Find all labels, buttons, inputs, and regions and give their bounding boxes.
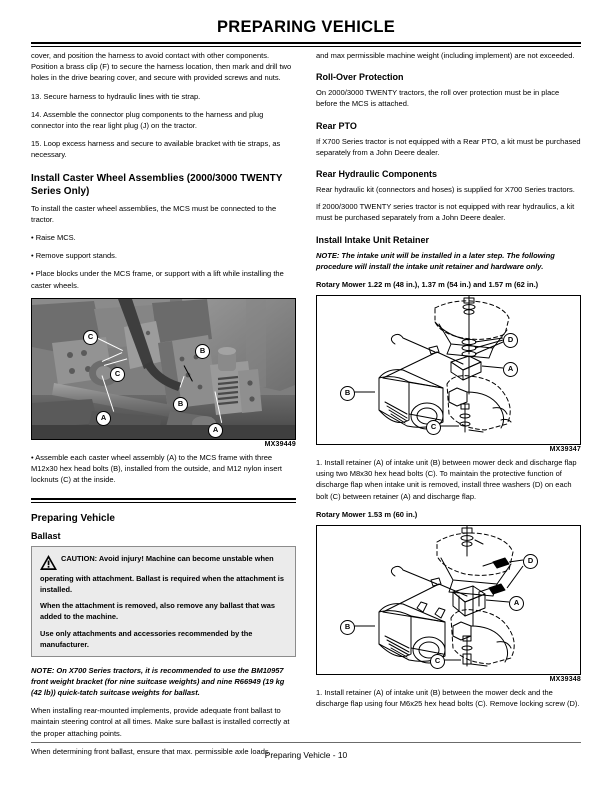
heading-rear-pto: Rear PTO (316, 120, 357, 131)
caster-intro-text: To install the caster wheel assemblies, the MCS must be connected to the tractor. (31, 203, 277, 224)
mower-caption-2: Rotary Mower 1.53 m (60 in.) (316, 509, 418, 519)
header-divider (31, 42, 581, 47)
step-14: 14. Assemble the connector plug components to the harness and plug connector into the rear light plug (J) on the tractor. (31, 109, 264, 131)
figure-3-frame (316, 525, 581, 675)
heading-roll-over-protection: Roll-Over Protection (316, 72, 404, 83)
callout-a-fig3: A (509, 596, 524, 611)
continued-paragraph: cover, and position the harness to avoid contact with other components. Position a brass clip (F) to secure the harness location, then mark and drill two holes in the drive bearing cover, and secure with provided screws and nuts. (31, 51, 292, 83)
callout-a-left: A (96, 411, 111, 426)
step-15: 15. Loop excess harness and secure to available bracket with tie straps, as necessary. (31, 139, 281, 160)
caster-bullet-1: • Raise MCS. (31, 233, 76, 243)
figure-2-id: MX39347 (549, 446, 581, 454)
ballast-paragraph-2: When determining front ballast, ensure that max. permissible axle loads (31, 746, 269, 756)
heading-install-intake-unit-retainer: Install Intake Unit Retainer (316, 234, 430, 245)
heading-rear-hydraulic-components: Rear Hydraulic Components (316, 169, 438, 180)
callout-c-fig2: C (426, 420, 441, 435)
note-x700-ballast: NOTE: On X700 Series tractors, it is recommended to use the BM10957 front weight bracket (for nine suitcase weights) and nine R66949 (19 kg (42 lb)) quick-tatch suitcase weights for ballast. (31, 665, 285, 698)
caster-wheel-photo-image (32, 299, 295, 439)
footer-divider (31, 742, 581, 743)
heading-install-caster-wheel-assemblies: Install Caster Wheel Assemblies (2000/3000 TWENTY Series Only) (31, 172, 283, 197)
right-column (316, 50, 581, 716)
caution-box (31, 546, 296, 657)
caster-bullet-3: • Place blocks under the MCS frame, or support with a lift while installing the caster wheels. (31, 269, 284, 290)
heading-preparing-vehicle: Preparing Vehicle (31, 513, 115, 525)
step-13: 13. Secure harness to hydraulic lines with tie strap. (31, 91, 201, 101)
rear-pto-text: If X700 Series tractor is not equipped with a Rear PTO, a kit must be purchased separately from a John Deere dealer. (316, 136, 581, 157)
intake-retainer-diagram-2 (317, 526, 580, 674)
callout-d-fig3: D (523, 554, 538, 569)
warning-triangle-icon (40, 555, 57, 574)
figure-1-id: MX39449 (264, 440, 296, 448)
caster-assemble-bullet: • Assemble each caster wheel assembly (A) to the MCS frame with three M12x30 hex head bolts (B), installed from the outside, and M12 nylon insert locknuts (C) at the inside. (31, 452, 282, 485)
heading-ballast: Ballast (31, 531, 61, 542)
callout-b-fig3: B (340, 620, 355, 635)
roll-over-protection-text: On 2000/3000 TWENTY tractors, the roll over protection must be in place before the MCS is attached. (316, 88, 560, 109)
callout-a-right: A (208, 423, 223, 438)
figure-2-frame (316, 295, 581, 445)
callout-c-lower: C (110, 367, 125, 382)
left-column (31, 50, 296, 764)
caution-line-3: Use only attachments and accessories recommended by the manufacturer. (40, 629, 253, 649)
page-footer (31, 742, 581, 761)
section-divider (31, 498, 296, 503)
callout-b-upper: B (195, 344, 210, 359)
figure-caster-wheel-photo (31, 298, 296, 448)
page-title: PREPARING VEHICLE (216, 18, 396, 36)
caution-line-2: When the attachment is removed, also remove any ballast that was added to the machine. (40, 601, 275, 622)
caution-line-1-text: CAUTION: Avoid injury! Machine can become unstable when operating with attachment. Ballast is required when the attachment is installed. (40, 554, 284, 594)
callout-a-fig2: A (503, 362, 518, 377)
note-intake-unit: NOTE: The intake unit will be installed in a later step. The following procedure will install the intake unit retainer and hardware only. (316, 250, 555, 271)
caution-line-1 (40, 554, 287, 595)
page-header (31, 18, 581, 47)
figure-intake-retainer-48-62 (316, 295, 581, 453)
ballast-paragraph-1: When installing rear-mounted implements, provide adequate front ballast to maintain steering control at all times. Make sure ballast is installed correctly at the proper attaching points. (31, 706, 290, 738)
callout-c-fig3: C (430, 654, 445, 669)
intake-step-2: 1. Install retainer (A) of intake unit (B) between the mower deck and the discharge flap using four M6x25 hex head bolts (C). Remove locking screw (D). (316, 687, 580, 709)
mower-caption-1: Rotary Mower 1.22 m (48 in.), 1.37 m (54 in.) and 1.57 m (62 in.) (316, 280, 539, 290)
callout-b-fig2: B (340, 386, 355, 401)
footer-page-label: Preparing Vehicle - 10 (264, 750, 348, 760)
right-continued-paragraph: and max permissible machine weight (including implement) are not exceeded. (316, 51, 575, 60)
rear-hydraulic-text-1: Rear hydraulic kit (connectors and hoses) is supplied for X700 Series tractors. (316, 185, 575, 195)
figure-3-id: MX39348 (549, 675, 581, 683)
intake-retainer-diagram-1 (317, 296, 580, 444)
callout-c-upper: C (83, 330, 98, 345)
figure-intake-retainer-60 (316, 525, 581, 683)
figure-1-frame (31, 298, 296, 440)
caster-bullet-2: • Remove support stands. (31, 251, 118, 261)
callout-d-fig2: D (503, 333, 518, 348)
rear-hydraulic-text-2: If 2000/3000 TWENTY series tractor is not equipped with rear hydraulics, a kit must be purchased separately from a John Deere dealer. (316, 202, 575, 223)
callout-b-lower: B (173, 397, 188, 412)
intake-step-1: 1. Install retainer (A) of intake unit (B) between mower deck and discharge flap using two M8x30 hex head bolts (C). To maintain the protective function of discharge flap when intake unit is removed, install three washers (D) on each bolt (C) between retainer (A) and discharge flap. (316, 458, 577, 501)
